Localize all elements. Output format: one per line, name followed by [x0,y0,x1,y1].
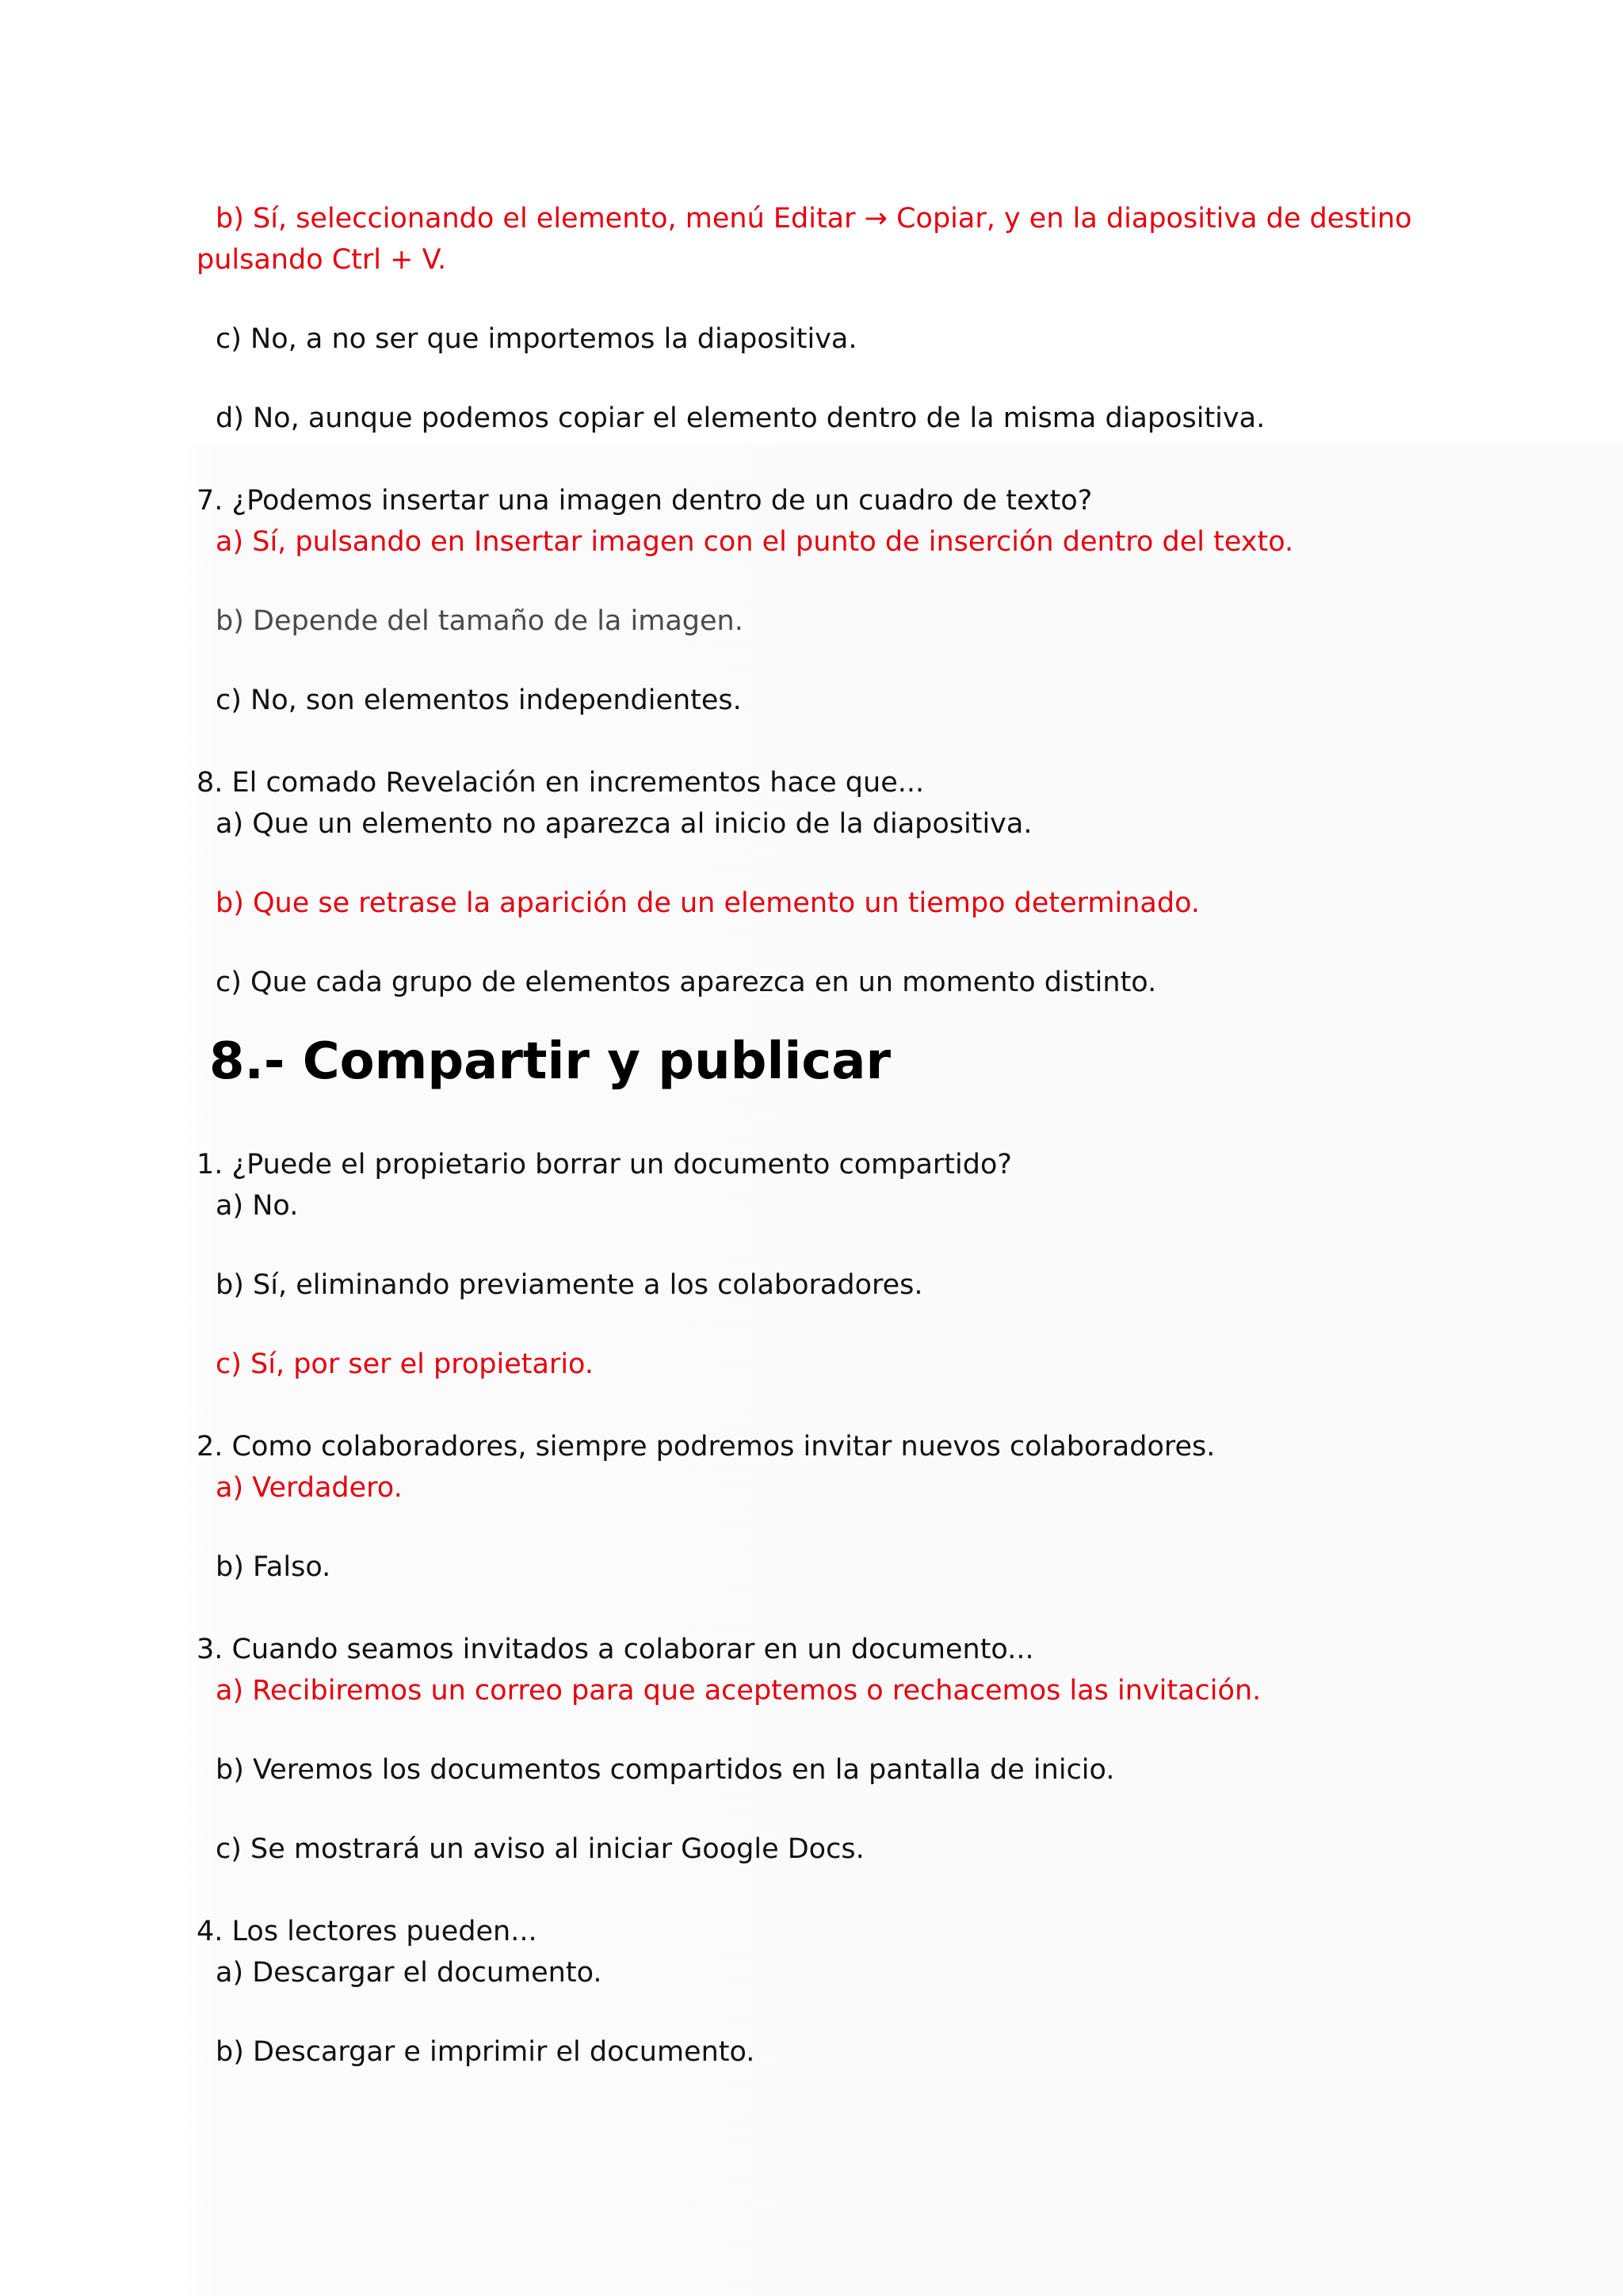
s8-q4-option-a: a) Descargar el documento. [216,1957,602,1989]
s8-q2-option-a: a) Verdadero. [216,1472,403,1504]
s8-q3-question: 3. Cuando seamos invitados a colaborar en un documento... [197,1634,1034,1665]
q6-option-b-line2: pulsando Ctrl + V. [197,244,447,276]
section-heading: 8.- Compartir y publicar [209,1032,891,1091]
s8-q4-option-b: b) Descargar e imprimir el documento. [216,2036,755,2068]
q8-option-a: a) Que un elemento no aparezca al inicio de la diapositiva. [216,808,1033,840]
q6-option-d: d) No, aunque podemos copiar el elemento dentro de la misma diapositiva. [216,402,1266,434]
s8-q1-question: 1. ¿Puede el propietario borrar un documento compartido? [197,1149,1012,1180]
s8-q2-option-b: b) Falso. [216,1551,331,1583]
s8-q1-option-c: c) Sí, por ser el propietario. [216,1348,594,1380]
s8-q1-option-a: a) No. [216,1190,299,1222]
s8-q4-question: 4. Los lectores pueden... [197,1916,537,1947]
q8-option-c: c) Que cada grupo de elementos aparezca en un momento distinto. [216,967,1157,998]
q7-question: 7. ¿Podemos insertar una imagen dentro de un cuadro de texto? [197,485,1093,517]
q8-option-b: b) Que se retrase la aparición de un elemento un tiempo determinado. [216,887,1201,919]
s8-q3-option-a: a) Recibiremos un correo para que aceptemos o rechacemos las invitación. [216,1675,1262,1707]
s8-q3-option-b: b) Veremos los documentos compartidos en la pantalla de inicio. [216,1754,1115,1786]
s8-q1-option-b: b) Sí, eliminando previamente a los colaboradores. [216,1269,923,1301]
s8-q2-question: 2. Como colaboradores, siempre podremos invitar nuevos colaboradores. [197,1431,1216,1463]
q6-option-c: c) No, a no ser que importemos la diapositiva. [216,323,857,355]
q7-option-c: c) No, son elementos independientes. [216,685,742,716]
q7-option-a: a) Sí, pulsando en Insertar imagen con el punto de inserción dentro del texto. [216,526,1294,558]
s8-q3-option-c: c) Se mostrará un aviso al iniciar Google Docs. [216,1833,865,1865]
q6-option-b-line1: b) Sí, seleccionando el elemento, menú Editar → Copiar, y en la diapositiva de destino [216,203,1412,235]
q7-option-b: b) Depende del tamaño de la imagen. [216,605,743,637]
q8-question: 8. El comado Revelación en incrementos hace que... [197,767,925,799]
